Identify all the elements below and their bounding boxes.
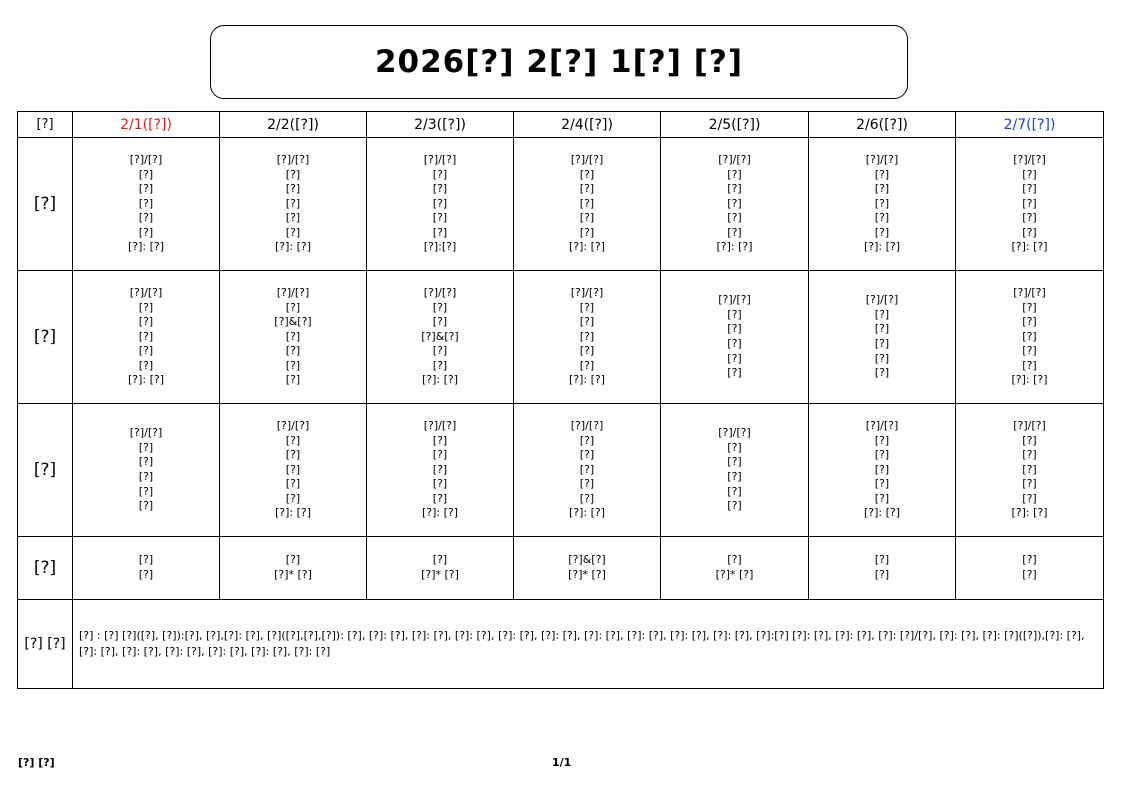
menu-item: [?] xyxy=(1022,462,1037,476)
menu-item: [?] xyxy=(138,455,154,469)
menu-item: [?]/[?] xyxy=(276,152,310,166)
menu-item: [?]/[?] xyxy=(423,152,457,166)
menu-item: [?] xyxy=(874,211,890,225)
menu-cell xyxy=(220,404,367,537)
menu-item: [?] xyxy=(285,329,301,343)
menu-cell xyxy=(956,404,1104,537)
menu-item: [?]/[?] xyxy=(129,285,163,299)
menu-item: [?] xyxy=(579,344,595,358)
menu-item: [?] xyxy=(285,373,301,387)
menu-item: [?] xyxy=(285,462,301,476)
menu-item: [?]/[?] xyxy=(423,285,457,299)
menu-item: [?] xyxy=(1022,182,1037,196)
menu-item: [?] xyxy=(579,358,595,372)
menu-item: [?] xyxy=(579,182,595,196)
menu-item: [?] xyxy=(138,329,154,343)
menu-item: [?] xyxy=(579,433,595,447)
menu-item: [?] xyxy=(1022,329,1037,343)
menu-item: [?] xyxy=(432,358,448,372)
menu-item: [?] xyxy=(727,366,742,380)
menu-item: [?] xyxy=(727,351,742,365)
menu-item: [?] xyxy=(432,433,448,447)
menu-item: [?] xyxy=(579,462,595,476)
menu-item: [?]/[?] xyxy=(718,293,751,307)
menu-cell xyxy=(73,404,220,537)
menu-item: [?] xyxy=(727,167,742,181)
menu-item: [?]: [?] xyxy=(716,240,753,254)
menu-item: [?]: [?] xyxy=(127,240,165,254)
menu-item: [?] xyxy=(727,553,742,567)
menu-item: [?] xyxy=(579,329,595,343)
menu-item: [?] xyxy=(138,167,154,181)
menu-cell xyxy=(220,271,367,404)
menu-item: [?] xyxy=(874,491,890,505)
page-number: 1/1 xyxy=(552,756,572,769)
menu-item: [?] xyxy=(285,553,301,567)
menu-cell xyxy=(73,537,220,600)
menu-item: [?] xyxy=(285,358,301,372)
menu-item: [?]/[?] xyxy=(865,152,899,166)
menu-item: [?] xyxy=(727,182,742,196)
menu-item: [?] xyxy=(874,553,890,567)
menu-item: [?] xyxy=(138,225,154,239)
menu-item: [?] xyxy=(579,448,595,462)
menu-item: [?] xyxy=(874,182,890,196)
menu-item: [?] xyxy=(138,315,154,329)
menu-item: [?] xyxy=(727,440,742,454)
menu-item: [?] xyxy=(874,322,890,336)
menu-item: [?] xyxy=(285,433,301,447)
menu-cell xyxy=(73,271,220,404)
menu-item: [?] xyxy=(874,225,890,239)
menu-item: [?]/[?] xyxy=(276,418,310,432)
menu-item: [?] xyxy=(285,300,301,314)
menu-item: [?] xyxy=(1022,568,1037,581)
menu-item: [?]: [?] xyxy=(421,506,459,520)
menu-cell xyxy=(514,537,661,600)
menu-item: [?] xyxy=(727,470,742,483)
menu-cell xyxy=(956,271,1104,404)
menu-item: [?] xyxy=(432,167,448,181)
origin-text: [?] : [?] [?]([?], [?]):[?], [?],[?]: [?], [?]([?],[?],[?]): [?], [?]: [?], [?]: [?], [?]: [?], [?]: [?], [?]: [?], [?]: [?], [?]: [?], [?]: [?], [?]: [?], [?]:[?] [?]: [?], [?]: [?], [?]: [?]/[?], [?]: [?], [?]: [?]([?]),[?]: [?], [?]: [?], [?]: [?], [?]: [?], [?]: [?], [?]: [?], [?]: [?] xyxy=(73,600,1104,689)
menu-item: [?]: [?] xyxy=(274,240,312,254)
menu-item: [?] xyxy=(579,315,595,329)
menu-item: [?]: [?] xyxy=(863,240,901,254)
menu-item: [?] xyxy=(1022,448,1037,462)
menu-item: [?]: [?] xyxy=(1011,240,1048,254)
menu-item: [?] xyxy=(874,477,890,491)
menu-item: [?] xyxy=(874,568,890,581)
menu-item: [?] xyxy=(1022,211,1037,225)
menu-item: [?] xyxy=(579,225,595,239)
page-title: 2026[?] 2[?] 1[?] [?] xyxy=(374,44,744,80)
menu-item: [?] xyxy=(1022,491,1037,505)
menu-cell xyxy=(220,138,367,271)
menu-item: [?]: [?] xyxy=(1011,373,1048,387)
menu-item: [?] xyxy=(1022,433,1037,447)
title-box xyxy=(210,25,908,99)
menu-item: [?] xyxy=(727,196,742,210)
menu-cell xyxy=(661,138,809,271)
menu-item: [?]* [?] xyxy=(568,568,606,581)
menu-item: [?] xyxy=(1022,300,1037,314)
menu-item: [?] xyxy=(874,366,890,380)
menu-item: [?] xyxy=(432,553,448,567)
menu-item: [?] xyxy=(285,448,301,462)
menu-cell xyxy=(809,138,956,271)
menu-cell xyxy=(73,138,220,271)
menu-item: [?] xyxy=(432,225,448,239)
menu-item: [?] xyxy=(138,196,154,210)
meal-label: [?] xyxy=(18,404,73,537)
menu-item: [?] xyxy=(138,553,154,567)
menu-item: [?] xyxy=(138,499,154,513)
menu-item: [?] xyxy=(432,196,448,210)
menu-cell xyxy=(809,537,956,600)
menu-item: [?]&[?] xyxy=(274,315,312,329)
menu-item: [?] xyxy=(579,196,595,210)
menu-item: [?] xyxy=(1022,167,1037,181)
menu-item: [?] xyxy=(432,300,448,314)
menu-item: [?]: [?] xyxy=(1011,506,1048,520)
menu-item: [?] xyxy=(1022,358,1037,372)
menu-item: [?]&[?] xyxy=(421,329,459,343)
menu-item: [?] xyxy=(432,477,448,491)
header-day: 2/3([?]) xyxy=(367,112,514,138)
header-row xyxy=(18,112,1104,138)
header-day: 2/2([?]) xyxy=(220,112,367,138)
menu-item: [?] xyxy=(138,182,154,196)
menu-item: [?] xyxy=(727,499,742,513)
meal-row xyxy=(18,404,1104,537)
menu-item: [?] xyxy=(138,358,154,372)
menu-cell xyxy=(220,537,367,600)
menu-item: [?]/[?] xyxy=(129,426,163,440)
menu-item: [?]* [?] xyxy=(421,568,459,581)
menu-item: [?] xyxy=(874,448,890,462)
menu-item: [?] xyxy=(874,462,890,476)
menu-item: [?] xyxy=(727,225,742,239)
menu-item: [?]/[?] xyxy=(570,285,604,299)
menu-item: [?] xyxy=(1022,225,1037,239)
menu-item: [?]: [?] xyxy=(568,506,606,520)
menu-cell xyxy=(514,138,661,271)
menu-item: [?] xyxy=(874,196,890,210)
menu-item: [?]/[?] xyxy=(718,426,751,440)
menu-item: [?] xyxy=(432,344,448,358)
menu-item: [?]/[?] xyxy=(865,418,899,432)
origin-label: [?] [?] xyxy=(18,600,73,689)
menu-item: [?]: [?] xyxy=(127,373,165,387)
menu-item: [?] xyxy=(138,470,154,483)
menu-item: [?]: [?] xyxy=(274,506,312,520)
menu-item: [?]/[?] xyxy=(570,418,604,432)
header-day: 2/7([?]) xyxy=(956,112,1104,138)
menu-item: [?] xyxy=(874,167,890,181)
menu-item: [?] xyxy=(285,477,301,491)
menu-item: [?] xyxy=(579,211,595,225)
menu-item: [?] xyxy=(432,315,448,329)
menu-item: [?] xyxy=(727,484,742,498)
menu-cell xyxy=(809,404,956,537)
meal-row xyxy=(18,537,1104,600)
menu-table xyxy=(17,111,1104,689)
menu-item: [?] xyxy=(1022,477,1037,491)
menu-item: [?]/[?] xyxy=(718,152,751,166)
menu-item: [?] xyxy=(874,433,890,447)
menu-item: [?] xyxy=(727,211,742,225)
menu-cell xyxy=(367,271,514,404)
menu-item: [?] xyxy=(1022,344,1037,358)
menu-item: [?] xyxy=(432,448,448,462)
menu-item: [?] xyxy=(727,322,742,336)
menu-item: [?] xyxy=(285,167,301,181)
menu-cell xyxy=(661,271,809,404)
menu-cell xyxy=(367,537,514,600)
menu-item: [?] xyxy=(138,568,154,581)
menu-item: [?] xyxy=(874,351,890,365)
meal-label: [?] xyxy=(18,537,73,600)
menu-cell xyxy=(956,537,1104,600)
menu-item: [?]/[?] xyxy=(276,285,310,299)
header-day: 2/5([?]) xyxy=(661,112,809,138)
menu-item: [?] xyxy=(285,344,301,358)
menu-item: [?] xyxy=(579,167,595,181)
meal-label: [?] xyxy=(18,138,73,271)
menu-cell xyxy=(661,404,809,537)
header-corner: [?] xyxy=(18,112,73,138)
menu-item: [?] xyxy=(432,462,448,476)
menu-item: [?]/[?] xyxy=(1013,285,1046,299)
origin-row xyxy=(18,600,1104,689)
menu-item: [?]: [?] xyxy=(568,240,606,254)
menu-item: [?] xyxy=(285,182,301,196)
menu-cell xyxy=(514,404,661,537)
menu-item: [?]* [?] xyxy=(274,568,312,581)
menu-item: [?] xyxy=(285,491,301,505)
menu-item: [?] xyxy=(1022,196,1037,210)
menu-item: [?]: [?] xyxy=(863,506,901,520)
menu-item: [?] xyxy=(874,307,890,321)
menu-item: [?]/[?] xyxy=(1013,152,1046,166)
menu-item: [?] xyxy=(874,337,890,350)
menu-cell xyxy=(514,271,661,404)
menu-item: [?]&[?] xyxy=(568,553,606,567)
menu-item: [?] xyxy=(138,211,154,225)
menu-cell xyxy=(367,404,514,537)
menu-item: [?]:[?] xyxy=(423,240,457,254)
meal-row xyxy=(18,271,1104,404)
menu-item: [?]/[?] xyxy=(1013,418,1046,432)
menu-item: [?] xyxy=(579,300,595,314)
menu-item: [?]: [?] xyxy=(568,373,606,387)
menu-item: [?] xyxy=(285,196,301,210)
menu-item: [?] xyxy=(579,491,595,505)
menu-cell xyxy=(661,537,809,600)
menu-item: [?] xyxy=(1022,315,1037,329)
menu-item: [?]/[?] xyxy=(865,293,899,307)
menu-cell xyxy=(809,271,956,404)
menu-item: [?] xyxy=(285,211,301,225)
meal-row xyxy=(18,138,1104,271)
footer-org: [?] [?] xyxy=(18,756,55,769)
menu-item: [?] xyxy=(138,300,154,314)
menu-item: [?] xyxy=(432,182,448,196)
menu-item: [?] xyxy=(138,484,154,498)
header-day: 2/4([?]) xyxy=(514,112,661,138)
menu-cell xyxy=(956,138,1104,271)
header-day: 2/6([?]) xyxy=(809,112,956,138)
menu-item: [?] xyxy=(138,440,154,454)
menu-item: [?] xyxy=(727,307,742,321)
menu-cell xyxy=(367,138,514,271)
menu-item: [?] xyxy=(1022,553,1037,567)
header-day: 2/1([?]) xyxy=(73,112,220,138)
menu-item: [?] xyxy=(138,344,154,358)
menu-item: [?] xyxy=(432,491,448,505)
menu-item: [?]/[?] xyxy=(423,418,457,432)
menu-item: [?] xyxy=(432,211,448,225)
meal-label: [?] xyxy=(18,271,73,404)
menu-item: [?] xyxy=(727,337,742,350)
menu-item: [?]/[?] xyxy=(129,152,163,166)
menu-item: [?]* [?] xyxy=(715,568,754,581)
menu-item: [?] xyxy=(727,455,742,469)
menu-item: [?] xyxy=(285,225,301,239)
menu-item: [?]/[?] xyxy=(570,152,604,166)
menu-item: [?]: [?] xyxy=(421,373,459,387)
menu-item: [?] xyxy=(579,477,595,491)
